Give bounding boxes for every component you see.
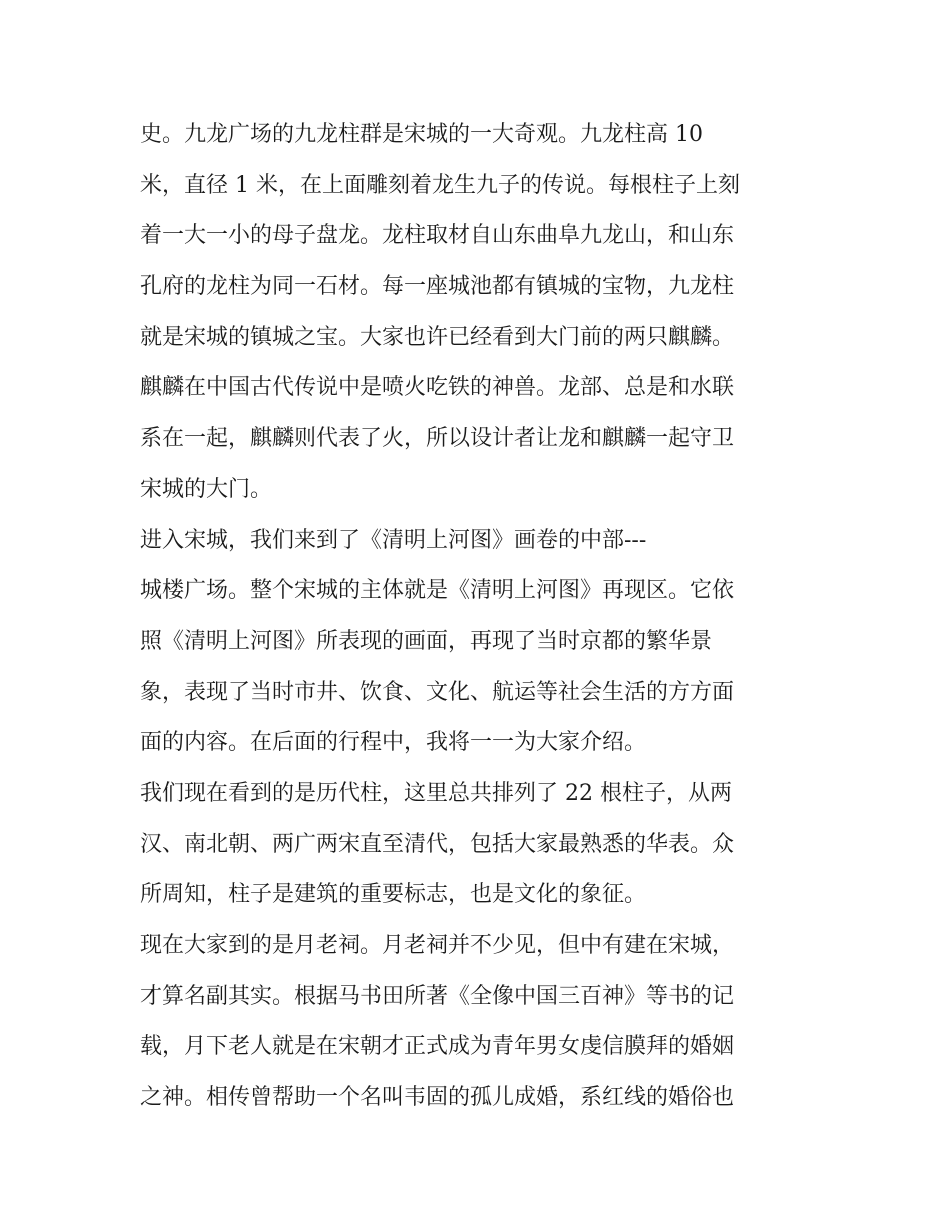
text-line: 着一大一小的母子盘龙。龙柱取材自山东曲阜九龙山，和山东 bbox=[140, 223, 735, 249]
text-line: 所周知，柱子是建筑的重要标志，也是文化的象征。 bbox=[140, 882, 647, 908]
text-line: 照《清明上河图》所表现的画面，再现了当时京都的繁华景 bbox=[140, 628, 713, 654]
text-line: 史。九龙广场的九龙柱群是宋城的一大奇观。九龙柱高 10 bbox=[140, 122, 703, 147]
text-line: 宋城的大门。 bbox=[140, 476, 273, 502]
text-line: 进入宋城，我们来到了《清明上河图》画卷的中部--- bbox=[140, 527, 647, 553]
text-line: 城楼广场。整个宋城的主体就是《清明上河图》再现区。它依 bbox=[140, 578, 735, 604]
text-line: 就是宋城的镇城之宝。大家也许已经看到大门前的两只麒麟。 bbox=[140, 324, 735, 350]
text-line: 系在一起，麒麟则代表了火，所以设计者让龙和麒麟一起守卫 bbox=[140, 426, 735, 452]
text-line: 载，月下老人就是在宋朝才正式成为青年男女虔信膜拜的婚姻 bbox=[140, 1034, 735, 1060]
body-text bbox=[140, 110, 820, 1124]
text-line: 麒麟在中国古代传说中是喷火吃铁的神兽。龙部、总是和水联 bbox=[140, 375, 735, 401]
text-line: 现在大家到的是月老祠。月老祠并不少见，但中有建在宋城， bbox=[140, 933, 735, 958]
text-line: 孔府的龙柱为同一石材。每一座城池都有镇城的宝物，九龙柱 bbox=[140, 274, 735, 300]
text-line: 米，直径 1 米，在上面雕刻着龙生九子的传说。每根柱子上刻 bbox=[140, 172, 740, 198]
text-line: 面的内容。在后面的行程中，我将一一为大家介绍。 bbox=[140, 730, 647, 756]
text-line: 象，表现了当时市井、饮食、文化、航运等社会生活的方方面 bbox=[140, 679, 735, 705]
text-line: 我们现在看到的是历代柱，这里总共排列了 22 根柱子，从两 bbox=[140, 780, 732, 806]
text-line: 汉、南北朝、两广两宋直至清代，包括大家最熟悉的华表。众 bbox=[140, 831, 735, 857]
text-line: 才算名副其实。根据马书田所著《全像中国三百神》等书的记 bbox=[140, 983, 735, 1009]
text-line: 之神。相传曾帮助一个名叫韦固的孤儿成婚，系红线的婚俗也 bbox=[140, 1085, 735, 1111]
